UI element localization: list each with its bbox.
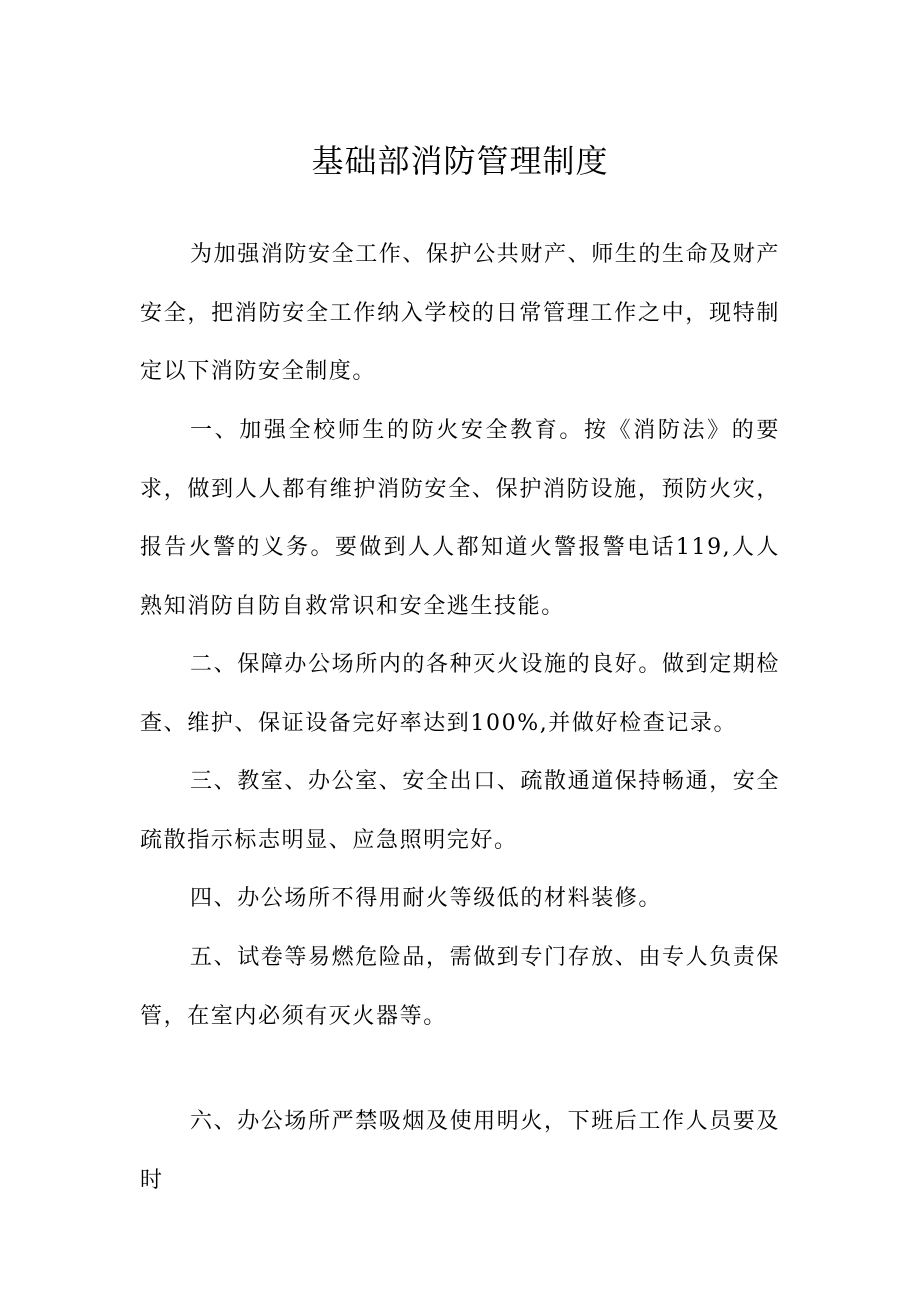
rule-item-3: 三、教室、办公室、安全出口、疏散通道保持畅通，安全疏散指示标志明显、应急照明完好。 <box>140 769 781 853</box>
rule-item-2: 二、保障办公场所内的各种灭火设施的良好。做到定期检查、维护、保证设备完好率达到100%,并做好检查记录。 <box>140 652 781 736</box>
intro-paragraph: 为加强消防安全工作、保护公共财产、师生的生命及财产安全，把消防安全工作纳入学校的日常管理工作之中，现特制定以下消防安全制度。 <box>140 242 781 384</box>
rule-item-4: 四、办公场所不得用耐火等级低的材料装修。 <box>190 886 663 911</box>
rule-item-5: 五、试卷等易燃危险品，需做到专门存放、由专人负责保管，在室内必须有灭火器等。 <box>140 945 781 1029</box>
rule-item-1: 一、加强全校师生的防火安全教育。按《消防法》的要求，做到人人都有维护消防安全、保护消防设施，预防火灾，报告火警的义务。要做到人人都知道火警报警电话119,人人熟知消防自防自救常识和安全逃生技能。 <box>140 418 780 619</box>
page-title: 基础部消防管理制度 <box>311 142 609 180</box>
rule-item-6: 六、办公场所严禁吸烟及使用明火，下班后工作人员要及时 <box>140 1109 781 1193</box>
